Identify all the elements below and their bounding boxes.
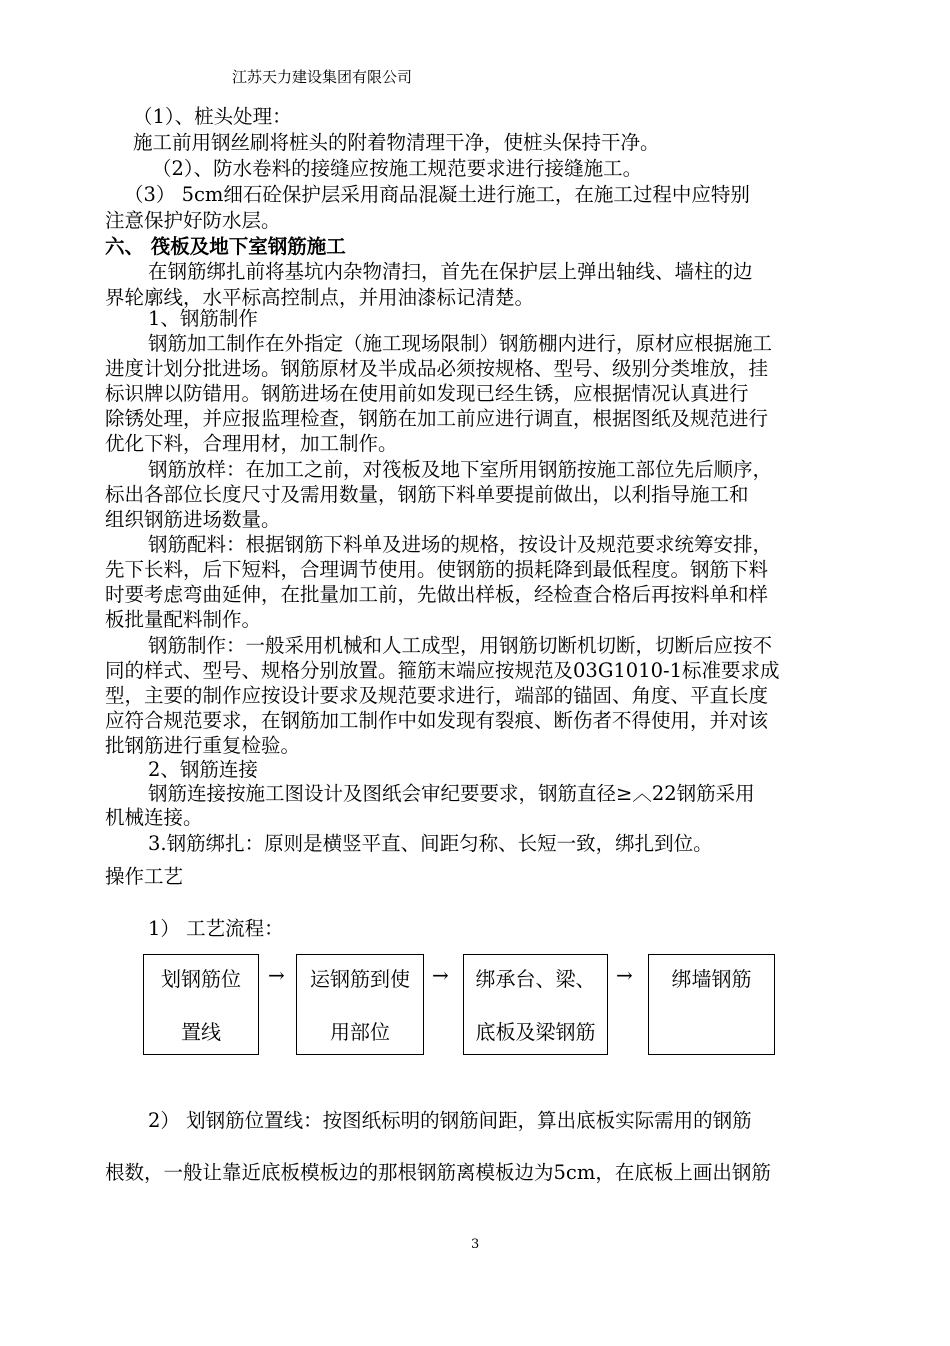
text-line: 施工前用钢丝刷将桩头的附着物清理干净，使桩头保持干净。 — [133, 131, 660, 154]
text-line: 根数，一般让靠近底板模板边的那根钢筋离模板边为5cm，在底板上画出钢筋 — [105, 1161, 771, 1184]
text-line: 时要考虑弯曲延伸，在批量加工前，先做出样板，经检查合格后再按料单和样 — [105, 583, 769, 606]
subsection-heading: 1、钢筋制作 — [148, 307, 258, 330]
text-line: （3） 5cm细石砼保护层采用商品混凝土进行施工，在施工过程中应特别 — [124, 183, 750, 206]
text-line: 界轮廓线，水平标高控制点，并用油漆标记清楚。 — [105, 286, 535, 309]
text-line: 机械连接。 — [105, 806, 203, 829]
flow-step-text: 绑承台、梁、 — [475, 967, 596, 991]
flow-step-1 — [143, 954, 259, 1055]
text-line: （1）、桩头处理： — [133, 105, 292, 128]
text-line: 板批量配料制作。 — [105, 608, 262, 631]
flow-step-3 — [463, 954, 608, 1055]
flow-step-text: 用部位 — [330, 1020, 390, 1044]
flow-arrow: → — [268, 963, 285, 987]
text-line: 同的样式、型号、规格分别放置。箍筋末端应按规范及03G1010-1标准要求成 — [105, 659, 780, 682]
page-header-company: 江苏天力建设集团有限公司 — [232, 68, 413, 86]
text-line: 应符合规范要求，在钢筋加工制作中如发现有裂痕、断伤者不得使用，并对该 — [105, 709, 769, 732]
text-line: 2） 划钢筋位置线：按图纸标明的钢筋间距，算出底板实际需用的钢筋 — [148, 1109, 752, 1132]
flow-step-text: 置线 — [181, 1020, 221, 1044]
text-line: 进度计划分批进场。钢筋原材及半成品必须按规格、型号、级别分类堆放，挂 — [105, 357, 769, 380]
text-line: 标识牌以防错用。钢筋进场在使用前如发现已经生锈，应根据情况认真进行 — [105, 382, 749, 405]
flow-arrow: → — [432, 963, 449, 987]
flow-arrow: → — [616, 963, 633, 987]
text-line: 批钢筋进行重复检验。 — [105, 734, 301, 757]
flow-step-4 — [648, 954, 775, 1055]
text-line: 钢筋连接按施工图设计及图纸会审纪要要求，钢筋直径≥︿22钢筋采用 — [148, 782, 755, 805]
text-line: 注意保护好防水层。 — [105, 209, 281, 232]
text-line: （2）、防水卷料的接缝应按施工规范要求进行接缝施工。 — [152, 157, 643, 180]
flow-step-text: 绑墙钢筋 — [671, 967, 752, 991]
text-line: 1） 工艺流程： — [148, 917, 284, 940]
text-line: 除锈处理，并应报监理检查，钢筋在加工前应进行调直，根据图纸及规范进行 — [105, 407, 769, 430]
text-line: 钢筋加工制作在外指定（施工现场限制）钢筋棚内进行，原材应根据施工 — [148, 332, 773, 355]
flow-step-text: 运钢筋到使 — [310, 967, 410, 991]
text-line: 钢筋制作：一般采用机械和人工成型，用钢筋切断机切断，切断后应按不 — [148, 634, 773, 657]
text-line: 组织钢筋进场数量。 — [105, 508, 281, 531]
flow-step-text: 底板及梁钢筋 — [475, 1020, 596, 1044]
text-line: 型，主要的制作应按设计要求及规范要求进行，端部的锚固、角度、平直长度 — [105, 684, 769, 707]
subsection-heading: 3.钢筋绑扎：原则是横竖平直、间距匀称、长短一致，绑扎到位。 — [148, 832, 713, 855]
text-line: 先下长料，后下短料，合理调节使用。使钢筋的损耗降到最低程度。钢筋下料 — [105, 558, 769, 581]
text-line: 钢筋配料：根据钢筋下料单及进场的规格，按设计及规范要求统筹安排， — [148, 533, 773, 556]
text-line: 操作工艺 — [105, 865, 184, 888]
section-heading: 六、 筏板及地下室钢筋施工 — [105, 235, 346, 258]
page-number: 3 — [471, 1237, 480, 1252]
text-line: 在钢筋绑扎前将基坑内杂物清扫，首先在保护层上弹出轴线、墙柱的边 — [148, 260, 753, 283]
subsection-heading: 2、钢筋连接 — [148, 758, 258, 781]
text-line: 标出各部位长度尺寸及需用数量，钢筋下料单要提前做出，以利指导施工和 — [105, 483, 749, 506]
text-line: 钢筋放样：在加工之前，对筏板及地下室所用钢筋按施工部位先后顺序， — [148, 458, 773, 481]
flow-step-2 — [296, 954, 424, 1055]
flow-step-text: 划钢筋位 — [161, 967, 241, 991]
text-line: 优化下料，合理用材，加工制作。 — [105, 432, 398, 455]
